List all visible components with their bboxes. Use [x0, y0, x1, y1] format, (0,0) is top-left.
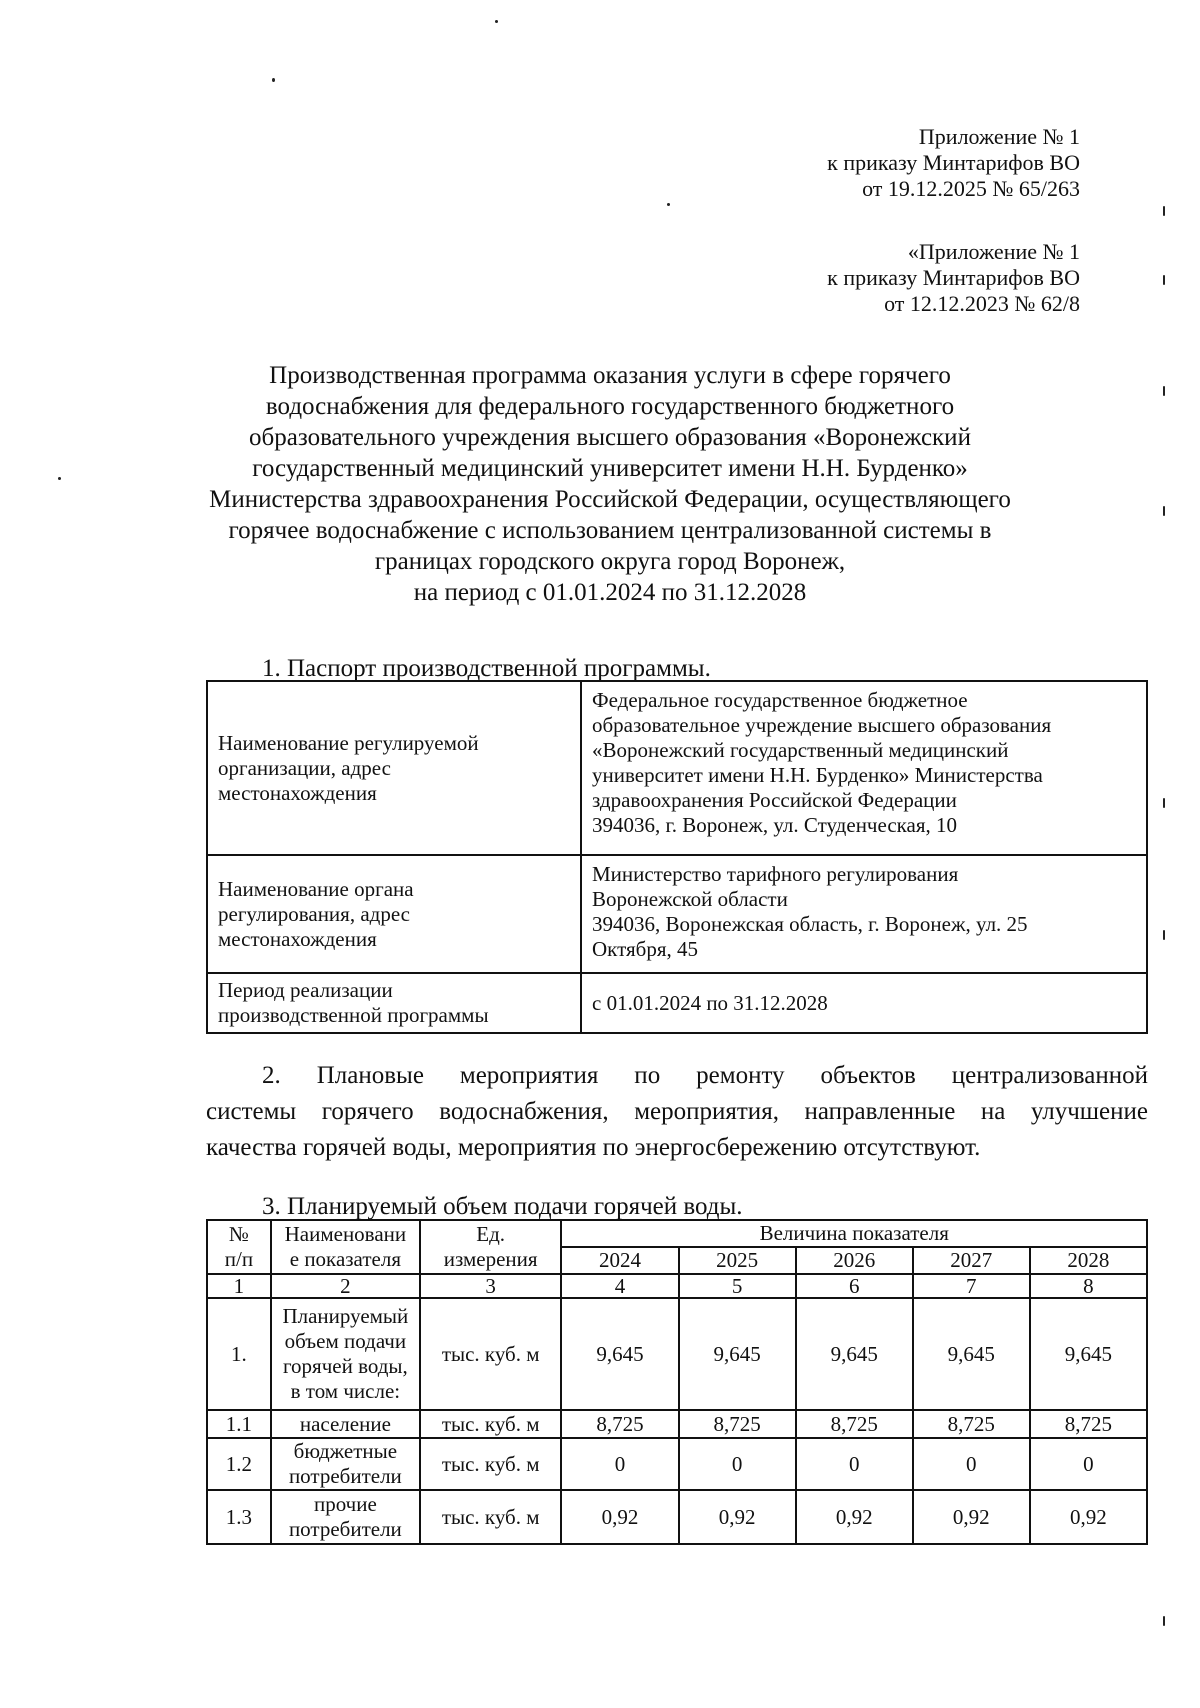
passport-value: Федеральное государственное бюджетное образовательное учреждение высшего образования «Воронежский государственный медицинский университет имени Н.Н. Бурденко» Министерства здравоохранения Российской Федерации 394036, г. Воронеж, ул. Студенческая, 10	[581, 681, 1147, 855]
scan-speck	[1163, 1616, 1165, 1626]
scan-speck	[1163, 506, 1165, 516]
row-value: 0,92	[561, 1490, 678, 1544]
row-no: 1.3	[207, 1490, 271, 1544]
row-value: 0	[796, 1438, 913, 1490]
header-year: 2025	[679, 1247, 796, 1274]
passport-table	[206, 680, 1148, 1034]
row-value: 8,725	[561, 1410, 678, 1438]
passport-row	[207, 681, 1147, 855]
row-value: 8,725	[1030, 1410, 1147, 1438]
appendix-previous	[827, 239, 1080, 317]
row-value: 0	[679, 1438, 796, 1490]
row-value: 0,92	[796, 1490, 913, 1544]
document-title	[170, 360, 1050, 608]
title-line: образовательного учреждения высшего образования «Воронежский	[249, 424, 971, 451]
index-cell: 7	[913, 1274, 1030, 1298]
row-value: 9,645	[913, 1298, 1030, 1410]
scan-speck	[1163, 798, 1165, 808]
volume-table	[206, 1219, 1148, 1545]
title-line: Производственная программа оказания услуги в сфере горячего	[269, 362, 951, 389]
scan-speck	[58, 477, 61, 480]
table-index-row	[207, 1274, 1147, 1298]
row-name: население	[271, 1410, 420, 1438]
row-value: 9,645	[796, 1298, 913, 1410]
paragraph-line: качества горячей воды, мероприятия по энергосбережению отсутствуют.	[206, 1134, 981, 1161]
row-value: 0,92	[679, 1490, 796, 1544]
title-line: Министерства здравоохранения Российской Федерации, осуществляющего	[209, 486, 1011, 513]
row-value: 9,645	[679, 1298, 796, 1410]
header-value-group: Величина показателя	[561, 1220, 1147, 1247]
row-value: 9,645	[1030, 1298, 1147, 1410]
scan-speck	[1163, 206, 1165, 216]
row-unit: тыс. куб. м	[420, 1410, 562, 1438]
row-unit: тыс. куб. м	[420, 1298, 562, 1410]
appendix-line: «Приложение № 1	[907, 239, 1080, 264]
passport-label: Наименование органа регулирования, адрес местонахождения	[207, 855, 581, 973]
table-header-row	[207, 1220, 1147, 1247]
section2-paragraph	[206, 1058, 1148, 1166]
title-line: на период с 01.01.2024 по 31.12.2028	[413, 579, 807, 606]
section3-heading: 3. Планируемый объем подачи горячей воды.	[262, 1193, 743, 1220]
index-cell: 3	[420, 1274, 562, 1298]
header-year: 2026	[796, 1247, 913, 1274]
scan-speck	[1163, 386, 1165, 396]
header-year: 2027	[913, 1247, 1030, 1274]
row-value: 8,725	[796, 1410, 913, 1438]
row-value: 0,92	[913, 1490, 1030, 1544]
index-cell: 6	[796, 1274, 913, 1298]
appendix-line: от 19.12.2025 № 65/263	[862, 176, 1080, 201]
row-name: бюджетные потребители	[271, 1438, 420, 1490]
row-value: 9,645	[561, 1298, 678, 1410]
passport-value: Министерство тарифного регулирования Воронежской области 394036, Воронежская область, г. Воронеж, ул. 25 Октября, 45	[581, 855, 1147, 973]
passport-label: Период реализации производственной программы	[207, 973, 581, 1033]
row-value: 0	[561, 1438, 678, 1490]
index-cell: 4	[561, 1274, 678, 1298]
row-name: Планируемый объем подачи горячей воды, в том числе:	[271, 1298, 420, 1410]
row-no: 1.1	[207, 1410, 271, 1438]
header-year: 2024	[561, 1247, 678, 1274]
index-cell: 1	[207, 1274, 271, 1298]
appendix-line: от 12.12.2023 № 62/8	[884, 291, 1080, 316]
header-unit: Ед. измерения	[420, 1220, 562, 1274]
table-row	[207, 1438, 1147, 1490]
appendix-line: к приказу Минтарифов ВО	[827, 265, 1080, 290]
row-value: 8,725	[679, 1410, 796, 1438]
row-value: 0,92	[1030, 1490, 1147, 1544]
header-name: Наименовани е показателя	[271, 1220, 420, 1274]
row-no: 1.2	[207, 1438, 271, 1490]
passport-value: с 01.01.2024 по 31.12.2028	[581, 973, 1147, 1033]
header-year: 2028	[1030, 1247, 1147, 1274]
table-row	[207, 1298, 1147, 1410]
section1-heading: 1. Паспорт производственной программы.	[262, 655, 711, 682]
appendix-line: к приказу Минтарифов ВО	[827, 150, 1080, 175]
index-cell: 8	[1030, 1274, 1147, 1298]
row-value: 0	[913, 1438, 1030, 1490]
title-line: горячее водоснабжение с использованием централизованной системы в	[228, 517, 992, 544]
passport-row	[207, 973, 1147, 1033]
row-value: 0	[1030, 1438, 1147, 1490]
scan-speck	[1163, 275, 1165, 285]
row-value: 8,725	[913, 1410, 1030, 1438]
paragraph-line: системы горячего водоснабжения, мероприятия, направленные на улучшение	[206, 1098, 1148, 1125]
index-cell: 2	[271, 1274, 420, 1298]
table-row	[207, 1490, 1147, 1544]
row-name: прочие потребители	[271, 1490, 420, 1544]
title-line: границах городского округа город Воронеж,	[374, 548, 846, 575]
appendix-current	[827, 124, 1080, 202]
passport-label: Наименование регулируемой организации, адрес местонахождения	[207, 681, 581, 855]
row-unit: тыс. куб. м	[420, 1438, 562, 1490]
scan-speck	[667, 203, 670, 206]
header-no: № п/п	[207, 1220, 271, 1274]
scan-speck	[495, 20, 498, 23]
appendix-line: Приложение № 1	[918, 124, 1080, 149]
table-row	[207, 1410, 1147, 1438]
paragraph-line: 2. Плановые мероприятия по ремонту объектов централизованной	[262, 1062, 1148, 1089]
title-line: государственный медицинский университет имени Н.Н. Бурденко»	[252, 455, 968, 482]
row-unit: тыс. куб. м	[420, 1490, 562, 1544]
index-cell: 5	[679, 1274, 796, 1298]
title-line: водоснабжения для федерального государственного бюджетного	[265, 393, 955, 420]
scan-speck	[1163, 930, 1165, 940]
passport-row	[207, 855, 1147, 973]
row-no: 1.	[207, 1298, 271, 1410]
scan-speck	[272, 78, 275, 82]
